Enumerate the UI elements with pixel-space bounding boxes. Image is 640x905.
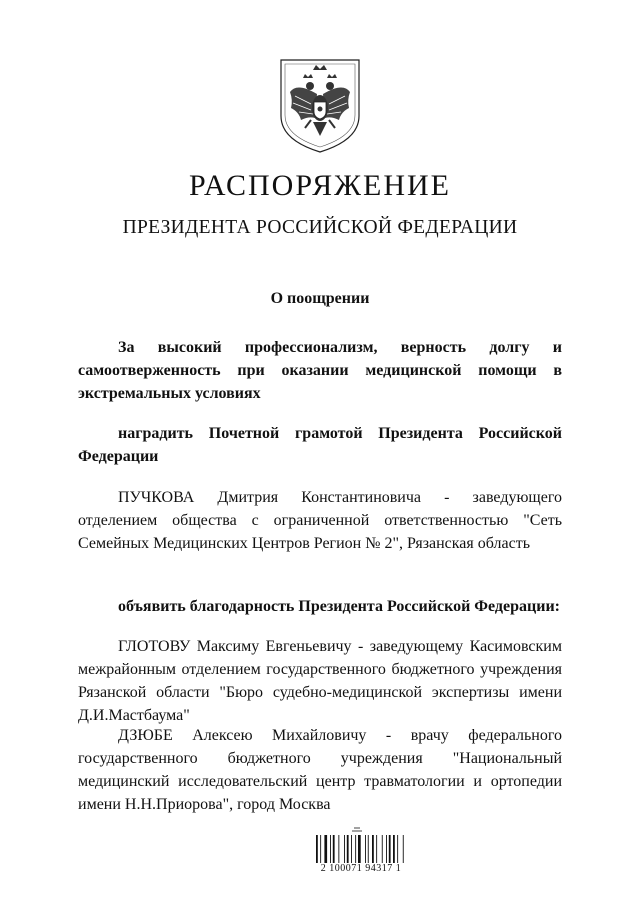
- barcode-bar: [386, 835, 387, 863]
- gratitude-recipient-paragraph-1: ГЛОТОВУ Максиму Евгеньевичу - заведующему Касимовским межрайонным отделением государственного бюджетного учреждения Рязанской области "Бюро судебно-медицинской экспертизы имени Д.И.Мастбаума": [78, 638, 562, 724]
- barcode-bar: [389, 835, 391, 863]
- barcode-bar: [382, 835, 383, 863]
- barcode-bar: [358, 835, 361, 863]
- barcode-bar: [330, 835, 331, 863]
- barcode-bar: [368, 835, 369, 863]
- document-subtitle: ПРЕЗИДЕНТА РОССИЙСКОЙ ФЕДЕРАЦИИ: [122, 217, 518, 238]
- coat-of-arms-icon: [277, 56, 363, 154]
- barcode-bar: [376, 835, 377, 863]
- barcode-bar: [320, 835, 321, 863]
- barcode-bar: [347, 835, 349, 863]
- barcode-bar: [393, 835, 395, 863]
- barcode-bar: [351, 835, 352, 863]
- document-title: РАСПОРЯЖЕНИЕ: [188, 169, 452, 202]
- document-subject: О поощрении: [270, 290, 370, 307]
- gratitude-heading: объявить благодарность Президента Российской Федерации:: [118, 598, 560, 615]
- barcode-bar: [397, 835, 398, 863]
- gratitude-recipient-paragraph-2: ДЗЮБЕ Алексею Михайловичу - врачу федерального государственного бюджетного учреждения "Национальный медицинский исследовательский центр травматологии и ортопедии имени Н.Н.Приорова", город Москва: [78, 727, 562, 813]
- barcode-bar: [403, 835, 404, 863]
- barcode-bar: [365, 835, 366, 863]
- preamble-paragraph: За высокий профессионализм, верность долгу и самоотверженность при оказании медицинской помощи в экстремальных условиях: [78, 339, 562, 402]
- barcode-number: 2 100071 94317 1: [320, 863, 402, 874]
- barcode-bar: [372, 835, 374, 863]
- barcode-bar: [316, 835, 318, 863]
- award-heading: наградить Почетной грамотой Президента Российской Федерации: [78, 425, 562, 465]
- barcode-bar: [338, 835, 339, 863]
- barcode-bar: [355, 835, 356, 863]
- barcode-bar: [333, 835, 335, 863]
- barcode-bar: [344, 835, 345, 863]
- award-recipient-paragraph: ПУЧКОВА Дмитрия Константиновича - заведующего отделением общества с ограниченной ответственностью "Сеть Семейных Медицинских Центров Регион № 2", Рязанская область: [78, 489, 562, 552]
- barcode-bar: [324, 835, 327, 863]
